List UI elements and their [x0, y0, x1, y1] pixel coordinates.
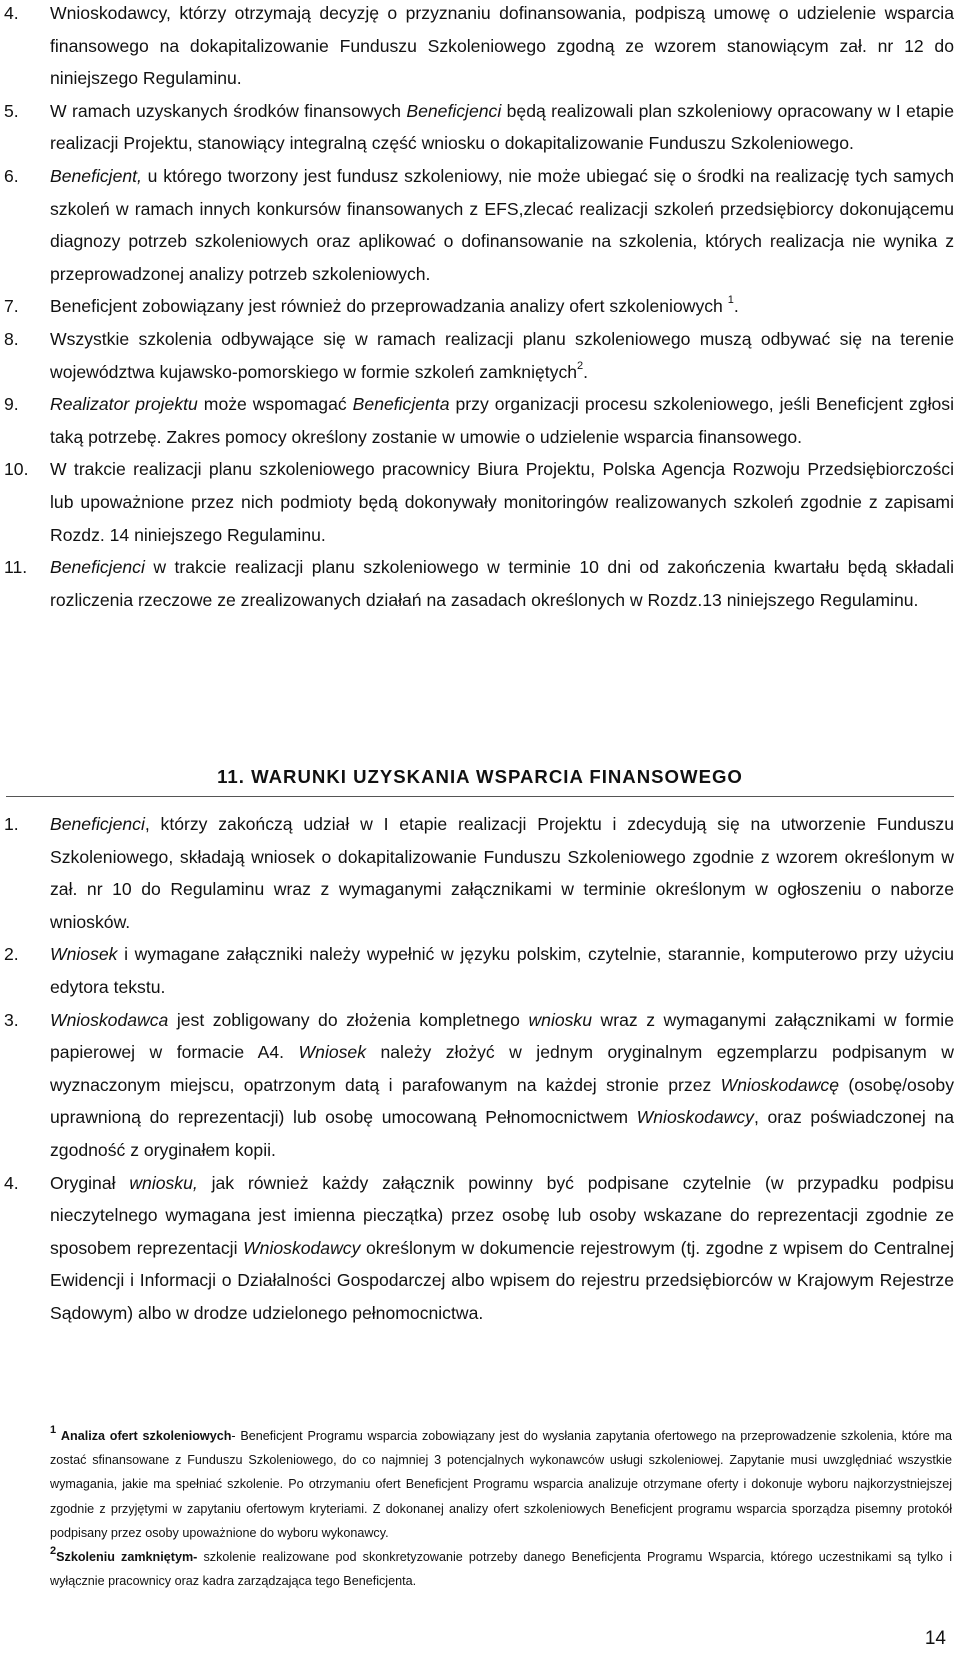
list-number: 2.	[4, 944, 19, 965]
list-number: 11.	[4, 557, 28, 578]
emphasis-term: Wniosek	[298, 1042, 367, 1063]
emphasis-term: Realizator projektu	[50, 394, 198, 415]
list-item-text: u którego tworzony jest fundusz szkoleniowy, nie może ubiegać się o środki na realizację tych samych szkoleń w ramach innych konkursów finansowanych z EFS,zlecać realizacji szkoleń przedsiębiorcy dokonującemu diagnozy potrzeb szkoleniowych oraz aplikować o dofinansowanie na szkolenia, których realizacja nie wynika z przeprowadzonej analizy potrzeb szkoleniowych.	[50, 165, 954, 284]
list-item-9	[0, 388, 960, 453]
list-item-2	[0, 938, 960, 1003]
footnotes	[50, 1424, 952, 1593]
section-divider	[6, 796, 954, 797]
list-item-4	[0, 1167, 960, 1330]
emphasis-term: Beneficjenta	[352, 394, 450, 415]
emphasis-term: Beneficjenci	[50, 557, 145, 578]
list-item-text: może wspomagać	[197, 394, 353, 415]
list-number: 3.	[4, 1009, 19, 1030]
footnote-mark: 2	[50, 1544, 57, 1557]
list-item-text: W ramach uzyskanych środków finansowych	[50, 100, 407, 121]
emphasis-term: Wnioskodawcy	[243, 1237, 361, 1258]
list-item-text: i wymagane załączniki należy wypełnić w języku polskim, czytelnie, starannie, komputerowo przy użyciu edytora tekstu.	[50, 944, 954, 997]
list-number: 9.	[4, 394, 19, 415]
emphasis-term: wniosku	[528, 1009, 593, 1030]
list-item-8	[0, 323, 960, 388]
section-numbered-list	[0, 808, 960, 1330]
footnote-text: szkolenie realizowane pod skonkretyzowanie potrzeby danego Beneficjenta Programu Wsparcia, którego uczestnikami są tylko i wyłącznie pracownicy oraz kadra zarządzająca tego Beneficjenta.	[50, 1550, 953, 1589]
list-item-text: jest zobligowany do złożenia kompletnego	[168, 1009, 529, 1030]
list-item-text: (osobę/osoby uprawnioną do reprezentacji) lub osobę umocowaną Pełnomocnictwem	[50, 1074, 954, 1128]
list-item-7	[0, 290, 960, 323]
list-item-5	[0, 95, 960, 160]
footnote-ref: 2	[577, 359, 584, 372]
list-number: 5.	[4, 100, 19, 121]
list-item-text: określonym w dokumencie rejestrowym (tj. zgodne z wpisem do Centralnej Ewidencji i Informacji o Działalności Gospodarczej albo wpisem do rejestru przedsiębiorców w Krajowym Rejestrze Sądowym) albo w drodze udzielonego pełnomocnictwa.	[50, 1237, 954, 1323]
list-item-11	[0, 551, 960, 616]
list-item-text: W trakcie realizacji planu szkoleniowego pracownicy Biura Projektu, Polska Agencja Rozwoju Przedsiębiorczości lub upoważnione przez nich podmioty będą dokonywały monitoringów realizowanych szkoleń zgodnie z zapisami Rozdz. 14 niniejszego Regulaminu.	[50, 459, 954, 545]
list-item-text: jak również każdy załącznik powinny być podpisane czytelnie (w przypadku podpisu nieczytelnego wymagana jest imienna pieczątka) przez osobę lub osoby wskazane do reprezentacji zgodnie ze sposobem reprezentacji	[50, 1172, 955, 1258]
page-number: 14	[924, 1628, 946, 1649]
list-item-text: będą realizowali plan szkoleniowy opracowany w I etapie realizacji Projektu, stanowiący integralną część wniosku o dokapitalizowanie Funduszu Szkoleniowego.	[50, 100, 954, 154]
list-item-text: Oryginał	[50, 1172, 130, 1193]
list-number: 7.	[4, 296, 19, 317]
list-item-6	[0, 160, 960, 290]
list-number: 6.	[4, 165, 19, 186]
footnote-text: - Beneficjent Programu wsparcia zobowiązany jest do wysłania zapytania ofertowego na przeprowadzenie szkolenia, które ma zostać sfinansowane z Funduszu Szkoleniowego, do co najmniej 3 potencjalnych wykonawców usługi szkoleniowej. Zapytanie musi uwzględniać wszystkie wymagania, jakie ma spełniać szkolenie. Po otrzymaniu ofert Beneficjent Programu wsparcia analizuje otrzymane oferty i dokonuje wyboru najkorzystniejszej zgodnie z przyjętymi w zapytaniu ofertowym kryteriami. Z dokonanej analizy ofert szkoleniowych Beneficjent programu wsparcia sporządza pisemny protokół podpisany przez osoby upoważnione do wyboru wykonawcy.	[50, 1429, 952, 1540]
list-item-text: , którzy zakończą udział w I etapie realizacji Projektu i zdecydują się na utworzenie Funduszu Szkoleniowego, składają wniosek o dokapitalizowanie Funduszu Szkoleniowego zgodnie z wzorem określonym w zał. nr 10 do Regulaminu wraz z wymaganymi załącznikami w terminie określonym w ogłoszeniu o naborze wniosków.	[50, 814, 954, 932]
footnote-title: Analiza ofert szkoleniowych	[60, 1429, 232, 1443]
list-item-10	[0, 453, 960, 551]
list-item-text: w trakcie realizacji planu szkoleniowego w terminie 10 dni od zakończenia kwartału będą składali rozliczenia rzeczowe ze zrealizowanych działań na zasadach określonych w Rozdz.13 niniejszego Regulaminu.	[50, 557, 954, 610]
emphasis-term: Wniosek	[50, 944, 118, 965]
list-item-text: .	[583, 361, 589, 382]
footnote-1	[50, 1424, 952, 1545]
list-number: 8.	[4, 328, 19, 349]
emphasis-term: Beneficjenci	[50, 814, 145, 834]
list-item-4	[0, 0, 960, 95]
footnote-title: Szkoleniu zamkniętym-	[56, 1550, 198, 1565]
emphasis-term: Beneficjent,	[50, 165, 142, 186]
list-item-3	[0, 1004, 960, 1167]
continued-numbered-list	[0, 0, 960, 616]
list-item-1	[0, 808, 960, 938]
footnote-2	[50, 1545, 952, 1593]
emphasis-term: Wnioskodawcy	[636, 1107, 754, 1128]
emphasis-term: Wnioskodawca	[50, 1009, 169, 1030]
section-heading: 11. WARUNKI UZYSKANIA WSPARCIA FINANSOWEGO	[217, 766, 743, 787]
footnote-ref: 1	[727, 294, 734, 307]
list-item-text: Beneficjent zobowiązany jest również do przeprowadzania analizy ofert szkoleniowych	[50, 296, 728, 317]
list-number: 10.	[4, 459, 29, 480]
emphasis-term: wniosku,	[129, 1172, 198, 1193]
list-number: 4.	[4, 3, 19, 23]
list-item-text: należy złożyć w jednym oryginalnym egzemplarzu podpisanym w wyznaczonym miejscu, opatrzonym datą i parafowanym na każdej stronie przez	[50, 1042, 955, 1095]
emphasis-term: Beneficjenci	[406, 100, 502, 121]
list-number: 4.	[4, 1172, 19, 1193]
list-number: 1.	[4, 814, 19, 834]
list-item-text: przy organizacji procesu szkoleniowego, jeśli Beneficjent zgłosi taką potrzebę. Zakres pomocy określony zostanie w umowie o udzielenie wsparcia finansowego.	[50, 394, 954, 447]
footnote-mark: 1	[50, 1423, 57, 1436]
list-item-text: Wnioskodawcy, którzy otrzymają decyzję o przyznaniu dofinansowania, podpiszą umowę o udzielenie wsparcia finansowego na dokapitalizowanie Funduszu Szkoleniowego zgodną ze wzorem stanowiącym zał. nr 12 do niniejszego Regulaminu.	[50, 3, 954, 89]
list-item-text: wraz z wymaganymi załącznikami w formie papierowej w formacie A4.	[50, 1009, 954, 1063]
list-item-text: , oraz poświadczonej na zgodność z oryginałem kopii.	[50, 1107, 954, 1160]
list-item-text: Wszystkie szkolenia odbywające się w ramach realizacji planu szkoleniowego muszą odbywać się na terenie województwa kujawsko-pomorskiego w formie szkoleń zamkniętych	[50, 328, 954, 382]
list-item-text: .	[733, 296, 739, 317]
emphasis-term: Wnioskodawcę	[720, 1074, 839, 1095]
